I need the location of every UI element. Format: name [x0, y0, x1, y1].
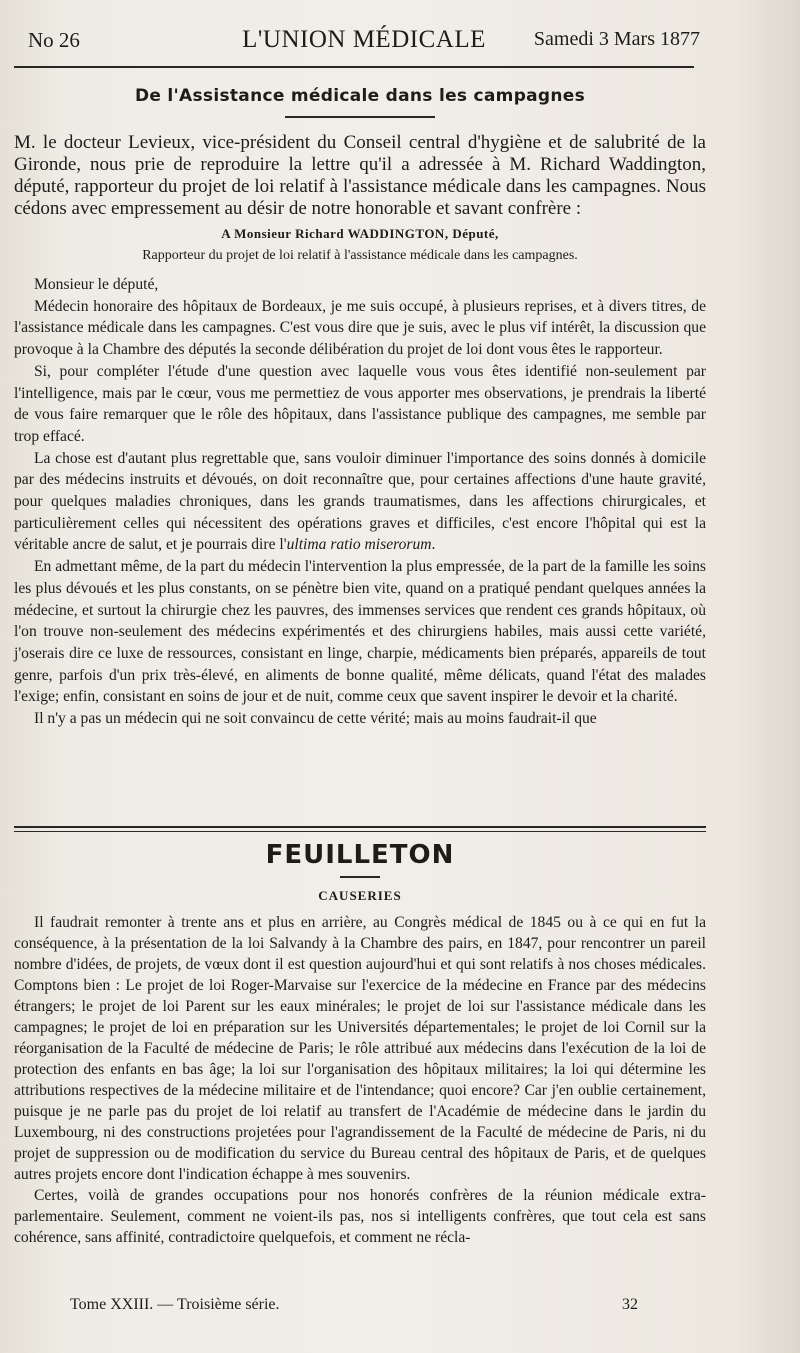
feuilleton-rule: [340, 876, 380, 878]
feuilleton-title: FEUILLETON: [265, 840, 455, 870]
feuilleton-paragraph: Certes, voilà de grandes occupations pour nos honorés confrères de la réunion médicale extra-parlementaire. Seulement, comment ne voient-ils pas, nos si intelligents confrères, que tout cela est sans cohérence, sans affinité, contradictoire quelquefois, et comment ne récla-: [14, 1187, 706, 1246]
journal-title: L'UNION MÉDICALE: [242, 26, 486, 53]
page-header: [28, 26, 700, 56]
article: [14, 86, 706, 730]
paragraph-text: La chose est d'autant plus regrettable que, sans vouloir diminuer l'importance des soins donnés à domicile par des médecins instruits et dévoués, on doit reconnaître que, pour certaines affections d'une haute gravité, pour quelques maladies chroniques, dans les grands traumatismes, dans les affections chirurgicales, et particulièrement celles qui nécessitent des opérations graves et difficiles, c'est encore l'hôpital qui est la véritable ancre de salut, et je pourrais dire l': [14, 449, 706, 554]
letter-paragraph: En admettant même, de la part du médecin l'intervention la plus empressée, de la part de la famille les soins les plus dévoués et les plus constants, on se pénètre bien vite, quand on a pratiqué pendant quelques années la médecine, et surtout la chirurgie chez les pauvres, des immenses services que rendent ces grands hôpitaux, où l'on trouve non-seulement des médecins expérimentés et des chirurgiens habiles, mais aussi cette variété, j'oserais dire ce luxe de ressources, consistant en linge, charpie, médicaments bien préparés, appareils de tout genre, parfois d'un prix très-élevé, en aliments de bonne qualité, même délicats, quand l'état des malades l'exige; enfin, consistant en soins de jour et de nuit, comme ceux que savent inspirer le devoir et la charité.: [14, 558, 706, 706]
paragraph-end: .: [431, 536, 436, 554]
letter-paragraph: Il n'y a pas un médecin qui ne soit convaincu de cette vérité; mais au moins faudrait-il que: [34, 710, 597, 728]
letter-paragraph: [14, 448, 706, 557]
letter-paragraph: Médecin honoraire des hôpitaux de Bordeaux, je me suis occupé, à plusieurs reprises, et à divers titres, de l'assistance médicale dans les campagnes. C'est vous dire que je suis, avec le plus vif intérêt, la discussion que provoque à la Chambre des députés la seconde délibération du projet de loi dont vous êtes le rapporteur.: [14, 297, 706, 359]
section-divider: [14, 826, 706, 832]
latin-phrase: ultima ratio miserorum: [286, 536, 432, 554]
letter-paragraph: Si, pour compléter l'étude d'une question avec laquelle vous vous êtes identifié non-seulement par l'intelligence, mais par le cœur, vous me permettiez de vous apporter mes observations, je prendrais la liberté de vous faire remarquer que le rôle des hôpitaux, dans l'assistance publique des campagnes, me semble par trop effacé.: [14, 362, 706, 445]
tome-info: Tome XXIII. — Troisième série.: [70, 1296, 280, 1313]
addressee-line: A Monsieur Richard WADDINGTON, Député,: [221, 226, 499, 241]
title-rule: [285, 116, 435, 118]
addressee-subtitle: Rapporteur du projet de loi relatif à l'assistance médicale dans les campagnes.: [142, 248, 578, 263]
causeries-heading: CAUSERIES: [318, 888, 402, 903]
header-rule: [14, 66, 694, 68]
feuilleton-section: [14, 840, 706, 1248]
issue-date: Samedi 3 Mars 1877: [533, 28, 700, 50]
letter-greeting: Monsieur le député,: [34, 276, 159, 293]
article-intro: M. le docteur Levieux, vice-président du Conseil central d'hygiène et de salubrité de la Gironde, nous prie de reproduire la lettre qu'il a adressée à M. Richard Waddington, député, rapporteur du projet de loi relatif à l'assistance médicale dans les campagnes. Nous cédons avec empressement au désir de notre honorable et savant confrère :: [14, 132, 706, 219]
feuilleton-paragraph: Il faudrait remonter à trente ans et plus en arrière, au Congrès médical de 1845 ou à ce qui en fut la conséquence, à la présentation de la loi Salvandy à la Chambre des pairs, en 1847, pour rencontrer un pareil nombre d'idées, de projets, de vœux dont il est question aujourd'hui et qui sont relatifs à nos choses médicales. Comptons bien : Le projet de loi Roger-Marvaise sur l'exercice de la médecine en France par des médecins étrangers; le projet de loi Parent sur les eaux minérales; le projet de loi sur l'assistance médicale dans les campagnes; le projet de loi en préparation sur les Universités départementales; le projet de loi Cornil sur la réorganisation de la Faculté de médecine de Paris; le rôle attribué aux médecins dans l'exécution de la loi de protection des enfants en bas âge; la loi sur l'organisation des hôpitaux militaires; la loi qui détermine les attributions respectives de la médecine militaire et de l'intendance; quoi encore? Car j'en oublie certainement, puisque je ne parle pas du projet de loi relatif au transfert de l'Académie de médecine dans le jardin du Luxembourg, ni des constructions projetées pour l'agrandissement de la Faculté de médecine de Paris, ni du projet de suppression ou de modification du service du Bureau central des hôpitaux de Paris, et de quelques autres projets encore dont l'indication échappe à mes souvenirs.: [14, 914, 706, 1183]
issue-number: No 26: [28, 28, 80, 52]
article-title: De l'Assistance médicale dans les campagnes: [134, 86, 586, 106]
page-number: 32: [622, 1296, 638, 1313]
